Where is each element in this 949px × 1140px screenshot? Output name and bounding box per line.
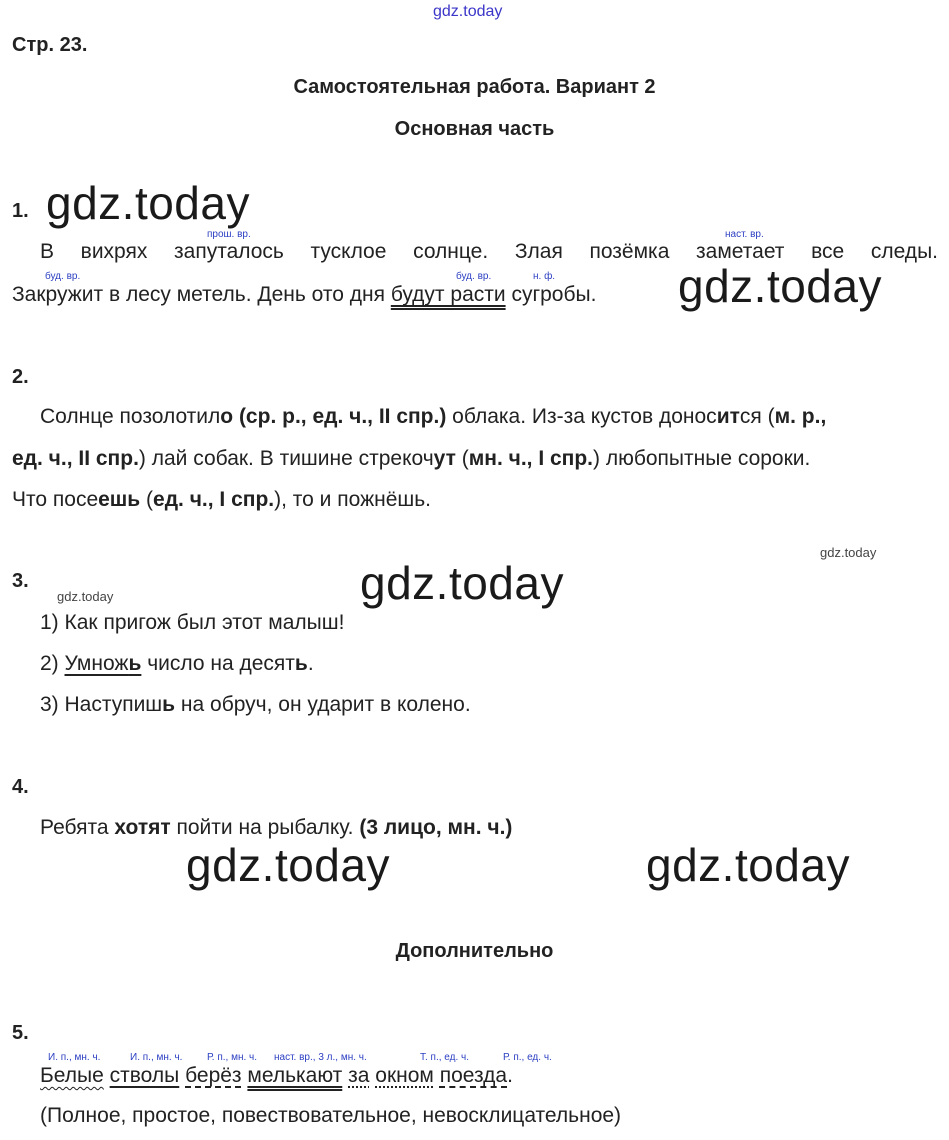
verb-underlined: Умнож xyxy=(64,652,129,675)
watermark-1: gdz.today xyxy=(46,177,250,229)
annotation-word-4: наст. вр., 3 л., мн. ч. xyxy=(274,1052,367,1063)
predicate-double: мелькают xyxy=(247,1064,343,1087)
annotation-word-3: Р. п., мн. ч. xyxy=(207,1052,258,1063)
task-4-number: 4. xyxy=(12,776,29,798)
watermark-top: gdz.today xyxy=(433,3,503,20)
watermark-5: gdz.today xyxy=(646,839,850,891)
watermark-small-2: gdz.today xyxy=(57,589,114,604)
worksheet-title: Самостоятельная работа. Вариант 2 xyxy=(293,76,656,98)
task-1-line-2: Закружит в лесу метель. День ото дня будут расти сугробы. xyxy=(12,283,597,306)
section-title-extra: Дополнительно xyxy=(395,940,554,962)
annotation-present-tense: наст. вр. xyxy=(725,229,764,240)
task-5-sentence: Белые стволы берёз мелькают за окном поезда. xyxy=(40,1064,513,1087)
task-2-line-3: Что посеешь (ед. ч., I спр.), то и пожнёшь. xyxy=(12,488,432,511)
watermark-small-1: gdz.today xyxy=(820,545,877,560)
task-3-number: 3. xyxy=(12,570,29,592)
task-2-number: 2. xyxy=(12,366,29,388)
task-5-number: 5. xyxy=(12,1022,29,1044)
task-3-item-2: 2) Умножь число на десять. xyxy=(40,652,314,675)
annotation-word-5: Т. п., ед. ч. xyxy=(420,1052,470,1063)
adverbial-dotted-1: за xyxy=(348,1064,370,1087)
adjective-wavy: Белые xyxy=(40,1064,104,1087)
page-number: Стр. 23. xyxy=(12,34,88,56)
task-3-item-3: 3) Наступишь на обруч, он ударит в колено. xyxy=(40,693,471,716)
task-4-sentence: Ребята хотят пойти на рыбалку. (3 лицо, мн. ч.) xyxy=(40,816,513,839)
annotation-past-tense: прош. вр. xyxy=(207,229,251,240)
task-1-line-1: В вихрях запуталось тусклое солнце. Злая позёмка заметает все следы. xyxy=(40,240,938,263)
annotation-word-6: Р. п., ед. ч. xyxy=(503,1052,552,1063)
watermark-2: gdz.today xyxy=(678,260,882,312)
task-1-number: 1. xyxy=(12,200,29,222)
annotation-infinitive: н. ф. xyxy=(533,271,556,282)
annotation-word-2: И. п., мн. ч. xyxy=(130,1052,183,1063)
task-5-note: (Полное, простое, повествовательное, невосклицательное) xyxy=(40,1104,622,1127)
annotation-word-1: И. п., мн. ч. xyxy=(48,1052,101,1063)
attribute-dashed: берёз xyxy=(185,1064,242,1087)
task-3-item-1: 1) Как пригож был этот малыш! xyxy=(40,611,345,634)
watermark-4: gdz.today xyxy=(186,839,390,891)
subject-underlined: стволы xyxy=(109,1064,180,1087)
attribute-dashed-2: поезда xyxy=(439,1064,508,1087)
section-title-main: Основная часть xyxy=(394,118,555,140)
watermark-3: gdz.today xyxy=(360,557,564,609)
annotation-future-1: буд. вр. xyxy=(45,271,81,282)
task-2-line-1: Солнце позолотило (ср. р., ед. ч., II спр.) облака. Из-за кустов доносится (м. р., xyxy=(40,405,827,428)
task-2-line-2: ед. ч., II спр.) лай собак. В тишине стрекочут (мн. ч., I спр.) любопытные сороки. xyxy=(12,447,811,470)
predicate-underlined: будут расти xyxy=(390,283,506,306)
adverbial-dotted-2: окном xyxy=(375,1064,434,1087)
annotation-future-2: буд. вр. xyxy=(456,271,492,282)
